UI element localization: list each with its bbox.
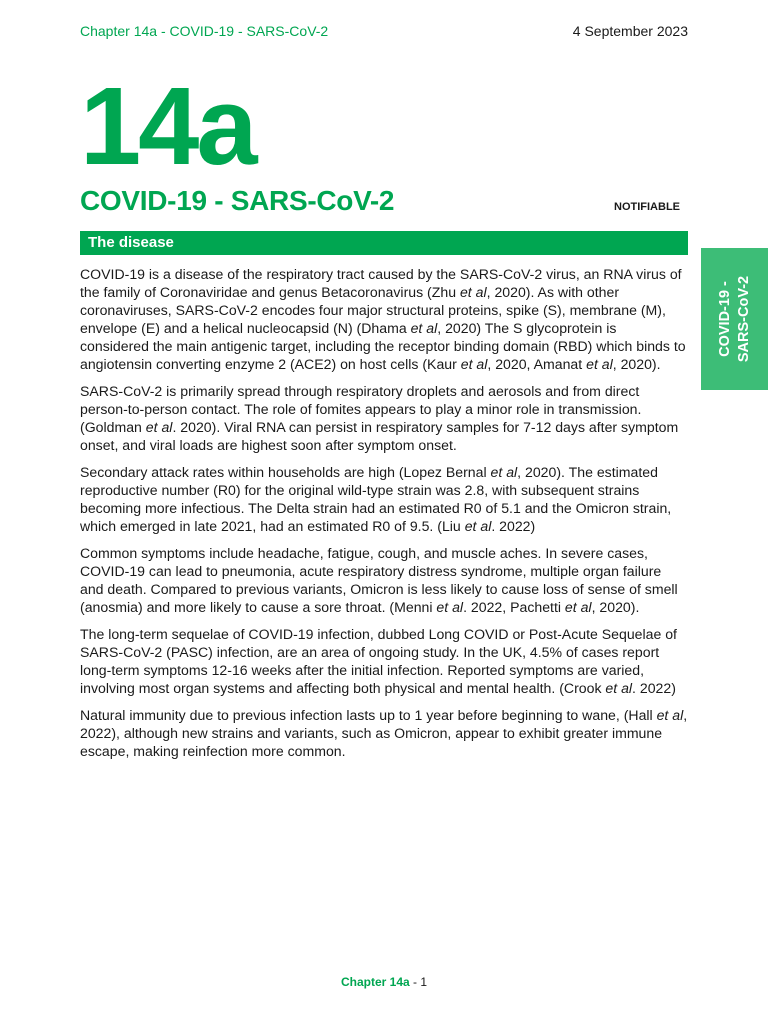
side-tab-line1: COVID-19 -: [716, 281, 733, 357]
paragraph-text: Natural immunity due to previous infection lasts up to 1 year before beginning to wane, (Hall: [80, 707, 657, 723]
paragraph-text: , 2022), although new strains and variants, such as Omicron, appear to exhibit greater immune escape, making reinfection more common.: [80, 707, 688, 759]
body-text: [80, 265, 688, 769]
citation-et-al: et al: [605, 680, 633, 696]
citation-et-al: et al: [656, 707, 684, 723]
citation-et-al: et al: [410, 320, 438, 336]
page-number: 1: [420, 975, 428, 989]
paragraph-text: , 2020, Amanat: [487, 356, 587, 372]
paragraph-text: . 2022): [632, 680, 676, 696]
citation-et-al: et al: [145, 419, 173, 435]
paragraph-text: COVID-19 is a disease of the respiratory tract caused by the SARS-CoV-2 virus, an RNA virus of the family of Coronaviridae and genus Betacoronavirus (Zhu: [80, 266, 682, 300]
paragraph-text: , 2020).: [591, 599, 640, 615]
body-paragraph: [80, 463, 688, 535]
paragraph-text: . 2020). Viral RNA can persist in respiratory samples for 7-12 days after symptom onset, and viral loads are highest soon after symptom onset.: [80, 419, 679, 453]
paragraph-text: The long-term sequelae of COVID-19 infection, dubbed Long COVID or Post-Acute Sequelae of SARS-CoV-2 (PASC) infection, are an area of ongoing study. In the UK, 4.5% of cases report long-term symptoms 12-16 weeks after the initial infection. Reported symptoms are varied, involving most organ systems and affecting both physical and mental health. (Crook: [80, 626, 677, 696]
citation-et-al: et al: [459, 284, 487, 300]
paragraph-text: Secondary attack rates within households are high (Lopez Bernal: [80, 464, 491, 480]
paragraph-text: , 2020).: [612, 356, 661, 372]
notifiable-label: NOTIFIABLE: [614, 201, 680, 213]
paragraph-text: , 2020). The estimated reproductive number (R0) for the original wild-type strain was 2.8, with subsequent strains becoming more infectious. The Delta strain had an estimated R0 of 5.1 and the Omicron strain, which emerged in late 2021, had an estimated R0 of 9.5. (Liu: [80, 464, 672, 534]
side-tab-line2: SARS-CoV-2: [735, 275, 752, 363]
chapter-breadcrumb: Chapter 14a - COVID-19 - SARS-CoV-2: [80, 23, 329, 39]
paragraph-text: . 2022): [491, 518, 536, 534]
citation-et-al: et al: [490, 464, 518, 480]
side-tab: [701, 248, 768, 390]
side-tab-label: [716, 276, 754, 362]
section-heading: The disease: [80, 231, 688, 255]
paragraph-text: , 2020) The S glycoprotein is considered the main antigenic target, including the receptor binding domain (RBD) which binds to angiotensin converting enzyme 2 (ACE2) on host cells (Kaur: [80, 320, 686, 372]
footer: [0, 975, 768, 989]
paragraph-text: Common symptoms include headache, fatigue, cough, and muscle aches. In severe cases, COVID-19 can lead to pneumonia, acute respiratory distress syndrome, multiple organ failure and death. Compared to previous variants, Omicron is less likely to cause loss of sense of smell (anosmia) and more likely to cause a sore throat. (Menni: [80, 545, 678, 615]
citation-et-al: et al: [460, 356, 488, 372]
paragraph-text: . 2022, Pachetti: [463, 599, 565, 615]
footer-chapter-label: Chapter 14a: [340, 975, 410, 989]
citation-et-al: et al: [586, 356, 613, 372]
citation-et-al: et al: [436, 599, 464, 615]
paragraph-text: , 2020). As with other coronaviruses, SARS-CoV-2 encodes four major structural proteins, spike (S), membrane (M), envelope (E) and a helical nucleocapsid (N) (Dhama: [80, 284, 666, 336]
body-paragraph: [80, 625, 688, 697]
paragraph-text: SARS-CoV-2 is primarily spread through respiratory droplets and aerosols and from direct person-to-person contact. The role of fomites appears to play a minor role in transmission. (Goldman: [80, 383, 642, 435]
body-paragraph: [80, 544, 688, 616]
publication-date: 4 September 2023: [572, 23, 688, 39]
footer-separator: -: [409, 975, 421, 989]
citation-et-al: et al: [564, 599, 592, 615]
chapter-number: 14a: [80, 65, 255, 188]
body-paragraph: [80, 265, 688, 373]
chapter-title: COVID-19 - SARS-CoV-2: [80, 185, 395, 216]
body-paragraph: [80, 706, 688, 760]
citation-et-al: et al: [464, 518, 492, 534]
body-paragraph: [80, 382, 688, 454]
